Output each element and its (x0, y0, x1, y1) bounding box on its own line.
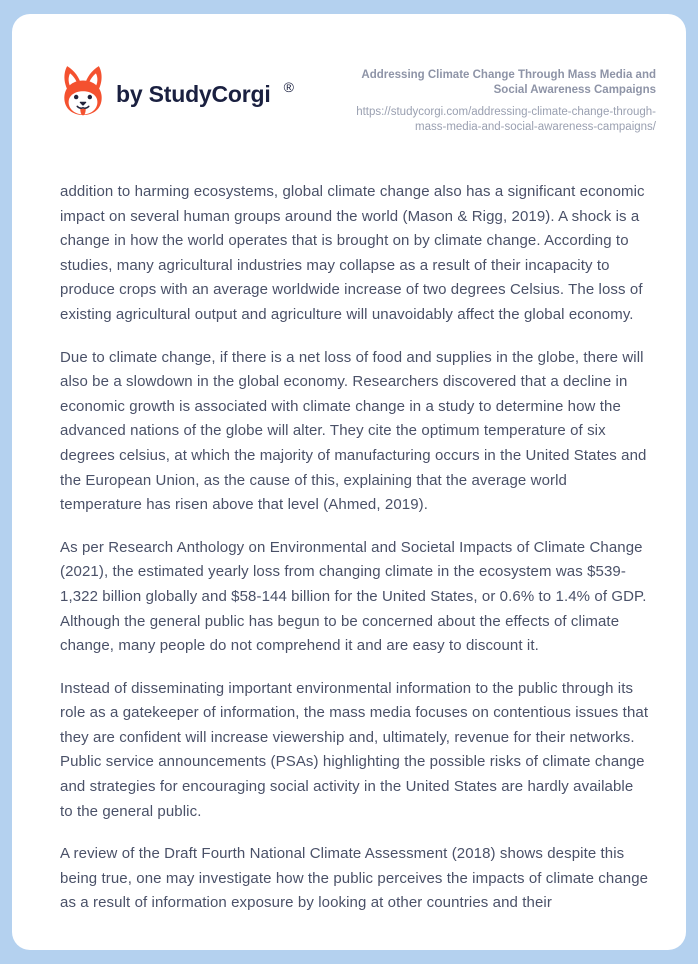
essay-body (12, 135, 686, 916)
registered-trademark: ® (283, 78, 294, 95)
corgi-face-icon (60, 64, 106, 125)
paragraph: Due to climate change, if there is a net loss of food and supplies in the globe, there will also be a slowdown in the global economy. Researchers discovered that a decline in economic growth is associated with climate change in a study to determine how the advanced nations of the globe will alter. They cite the optimum temperature of six degrees celsius, at which the majority of manufacturing occurs in the United States and the European Union, as the cause of this, explaining that the average world temperature has risen above that level (Ahmed, 2019). (60, 348, 647, 514)
document-header (12, 14, 686, 135)
document-url-link[interactable]: https://studycorgi.com/addressing-climate-change-through-mass-media-and-social-awareness-campaigns/ (356, 106, 656, 133)
document-meta (328, 64, 656, 135)
paragraph: Instead of disseminating important environmental information to the public through its role as a gatekeeper of information, the mass media focuses on contentious issues that they are confident will increase viewership and, ultimately, revenue for their networks. Public service announcements (PSAs) highlighting the possible risks of climate change and strategies for encouraging social activity in the United States are hardly available to the general public. (60, 679, 649, 820)
paragraph: A review of the Draft Fourth National Climate Assessment (2018) shows despite this being true, one may investigate how the public perceives the impacts of climate change as a result of information exposure by looking at other countries and their (60, 845, 649, 912)
brand-name: by StudyCorgi (116, 81, 271, 107)
paragraph: As per Research Anthology on Environmental and Societal Impacts of Climate Change (2021), the estimated yearly loss from changing climate in the ecosystem was $539-1,322 billion globally and $58-144 billion for the United States, or 0.6% to 1.4% of GDP. Although the general public has begun to be concerned about the effects of climate change, many people do not comprehend it and are easy to discount it. (60, 538, 647, 655)
studycorgi-logo[interactable] (60, 64, 294, 125)
document-title: Addressing Climate Change Through Mass Media and Social Awareness Campaigns (361, 69, 656, 96)
document-page (12, 14, 686, 950)
paragraph: addition to harming ecosystems, global climate change also has a significant economic impact on several human groups around the world (Mason & Rigg, 2019). A shock is a change in how the world operates that is brought on by climate change. According to studies, many agricultural industries may collapse as a result of their incapacity to produce crops with an average worldwide increase of two degrees Celsius. The loss of existing agricultural output and agriculture will unavoidably affect the global economy. (60, 183, 645, 323)
